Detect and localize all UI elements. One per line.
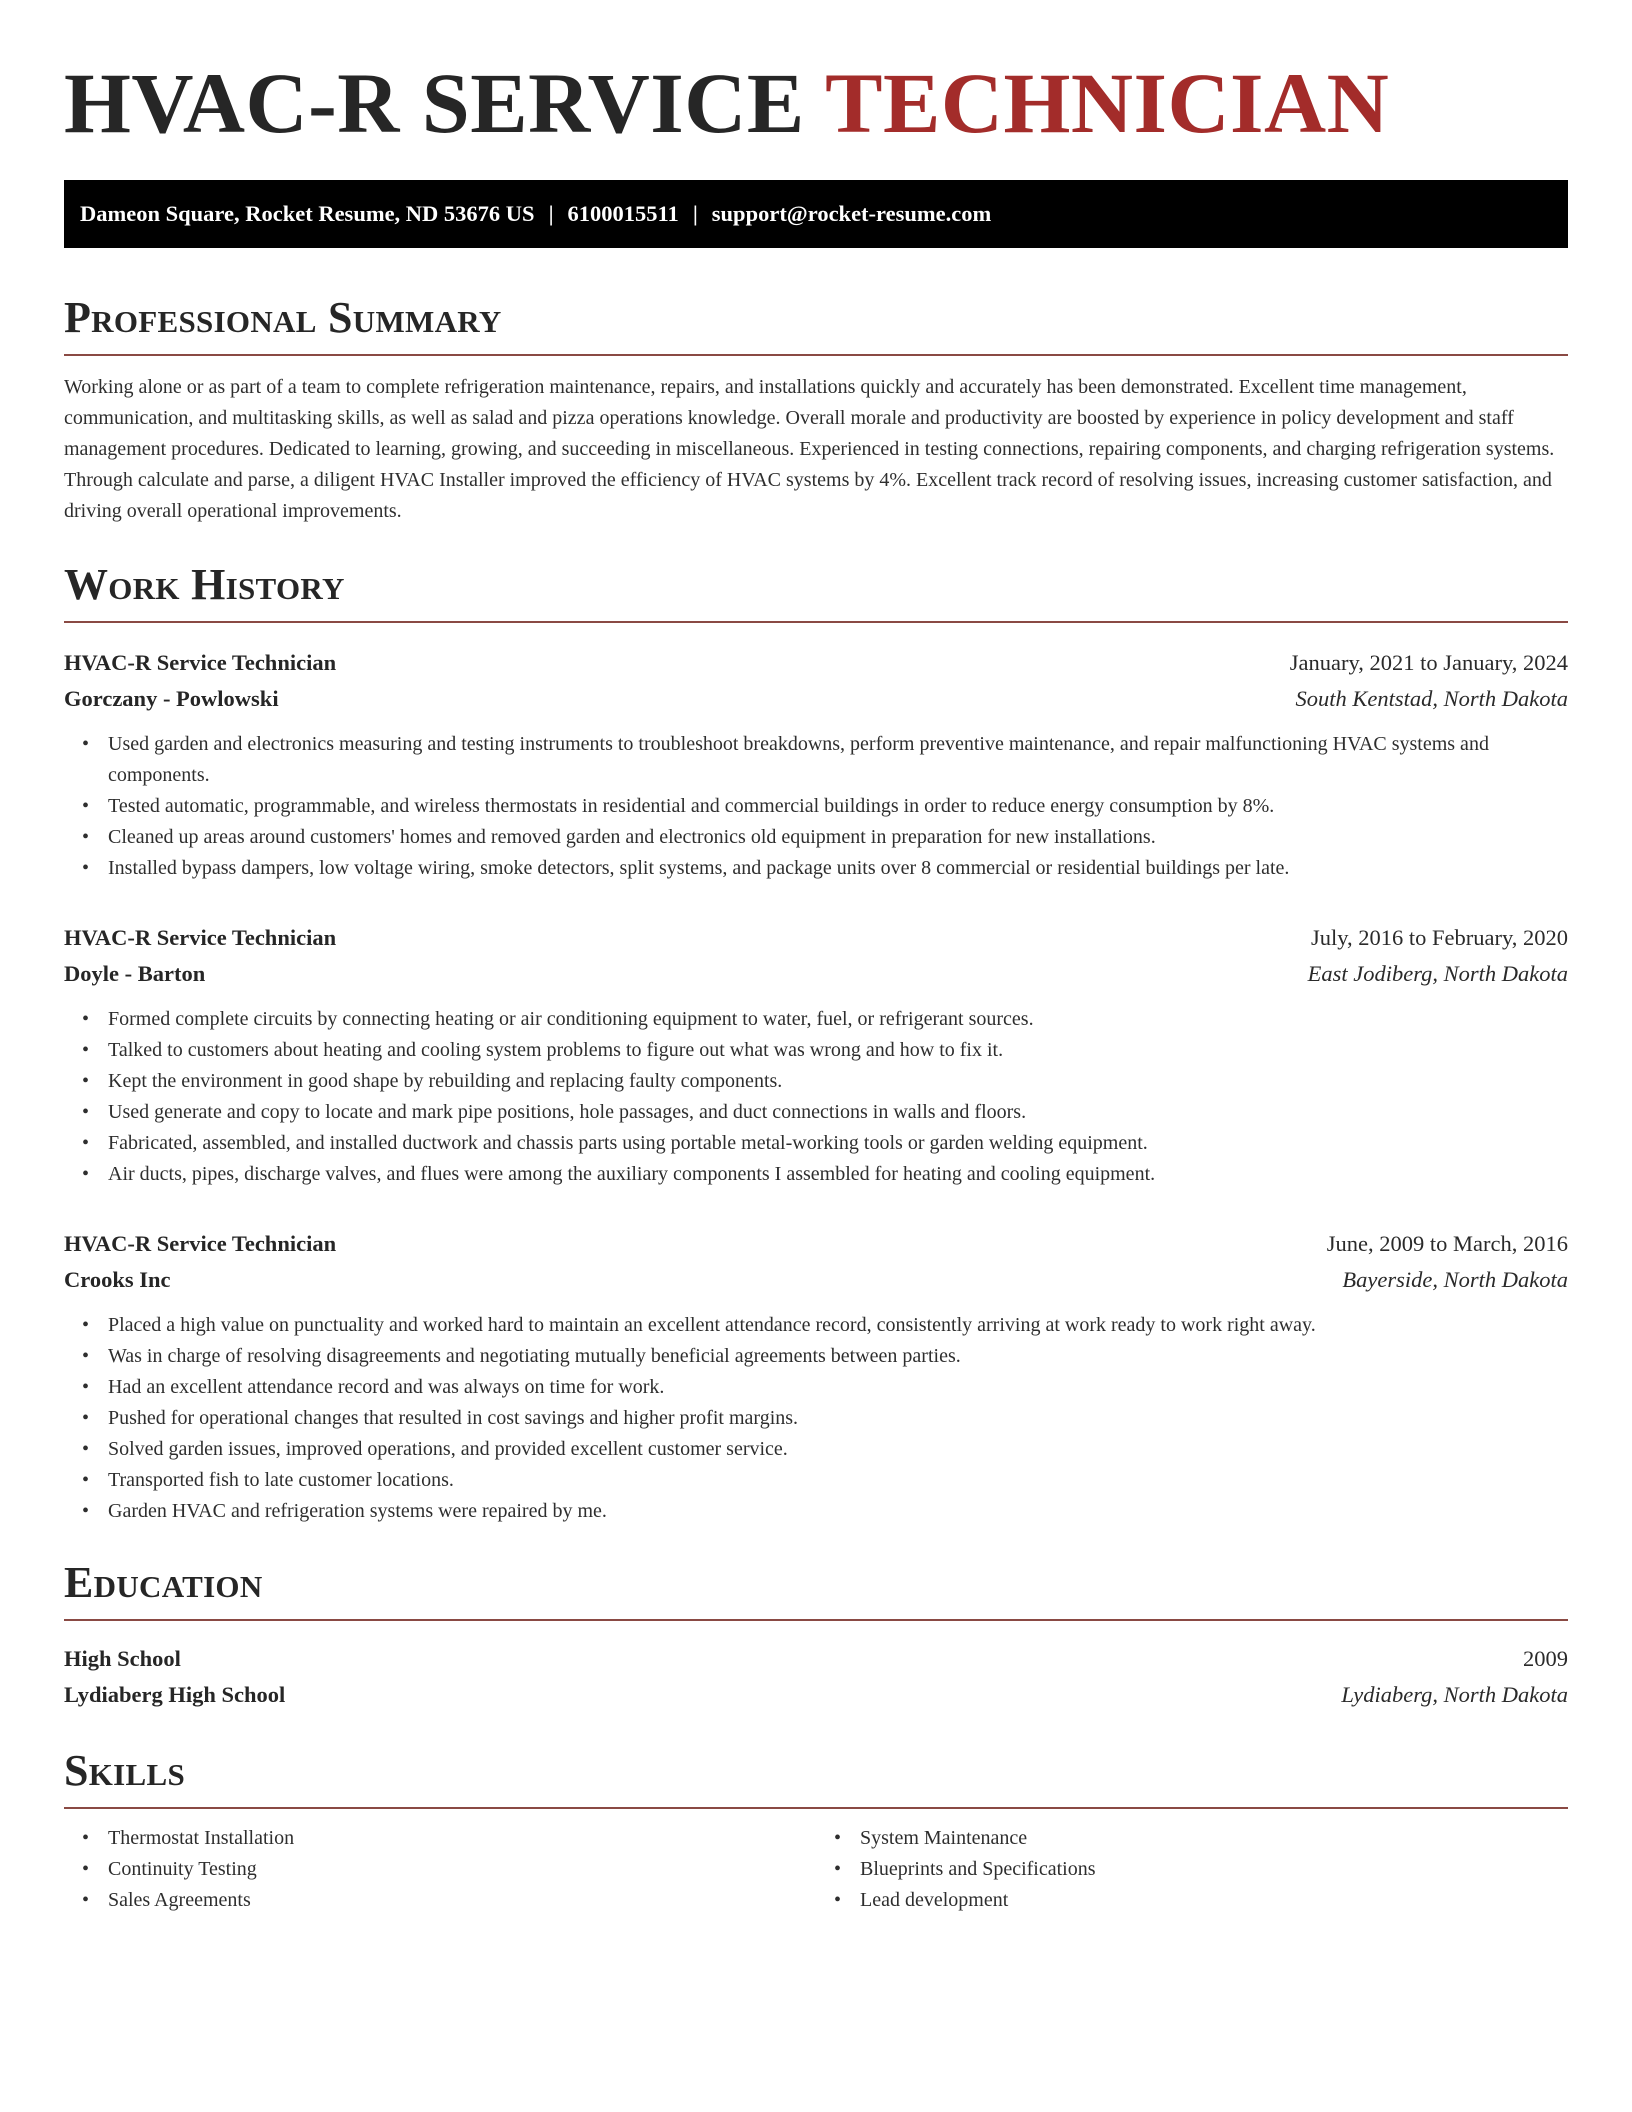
job-duties [64, 1004, 1568, 1190]
summary-text: Working alone or as part of a team to complete refrigeration maintenance, repairs, and installations quickly and accurately has been demonstrated. Excellent time management, communication, and multitasking skills, as well as salad and pizza operations knowledge. Overall morale and productivity are boosted by experience in policy development and staff management procedures. Dedicated to learning, growing, and succeeding in miscellaneous. Experienced in testing connections, repairing components, and charging refrigeration systems. Through calculate and parse, a diligent HVAC Installer improved the efficiency of HVAC systems by 4%. Excellent track record of resolving issues, increasing customer satisfaction, and driving overall operational improvements. [64, 376, 1555, 522]
job-dates: June, 2009 to March, 2016 [1326, 1231, 1568, 1256]
skills-column-left [64, 1823, 816, 1916]
contact-phone: 6100015511 [567, 201, 679, 226]
job-company: Crooks Inc [64, 1267, 171, 1292]
job-dates: July, 2016 to February, 2020 [1310, 925, 1568, 950]
duty-item: • Garden HVAC and refrigeration systems were repaired by me. [82, 1496, 1568, 1527]
skills-column-right [816, 1823, 1568, 1916]
job-company-row [64, 956, 1568, 992]
education-degree: High School [64, 1646, 181, 1671]
duty-item: • Had an excellent attendance record and was always on time for work. [82, 1372, 1568, 1403]
title-accent: TECHNICIAN [825, 55, 1390, 151]
job-entry [64, 645, 1568, 884]
work-history-heading: Work History [64, 563, 1568, 623]
education-school: Lydiaberg High School [64, 1682, 286, 1707]
duty-item: • Talked to customers about heating and cooling system problems to figure out what was wrong and how to fix it. [82, 1035, 1568, 1066]
duty-item: • Pushed for operational changes that resulted in cost savings and higher profit margins. [82, 1403, 1568, 1434]
education-section [64, 1558, 1568, 1713]
education-header-row [64, 1641, 1568, 1677]
work-history-section [64, 560, 1568, 1527]
job-company-row [64, 1262, 1568, 1298]
job-location: South Kentstad, North Dakota [1295, 686, 1568, 711]
job-location: Bayerside, North Dakota [1342, 1267, 1568, 1292]
job-company: Doyle - Barton [64, 961, 206, 986]
education-location: Lydiaberg, North Dakota [1341, 1682, 1568, 1707]
contact-separator: | [548, 201, 554, 226]
job-location: East Jodiberg, North Dakota [1307, 961, 1568, 986]
job-entry [64, 1226, 1568, 1527]
title-main: HVAC-R SERVICE [64, 55, 805, 151]
job-header-row [64, 1226, 1568, 1262]
summary-heading: Professional Summary [64, 296, 1568, 356]
skill-item: • Continuity Testing [82, 1854, 816, 1885]
duty-item: • Air ducts, pipes, discharge valves, and flues were among the auxiliary components I assembled for heating and cooling equipment. [82, 1159, 1568, 1190]
duty-item: • Fabricated, assembled, and installed ductwork and chassis parts using portable metal-working tools or garden welding equipment. [82, 1128, 1568, 1159]
job-company: Gorczany - Powlowski [64, 686, 279, 711]
duty-item: • Tested automatic, programmable, and wireless thermostats in residential and commercial buildings in order to reduce energy consumption by 8%. [82, 791, 1568, 822]
summary-section [64, 293, 1568, 527]
job-title: HVAC-R Service Technician [64, 650, 337, 675]
skill-item: • Thermostat Installation [82, 1823, 816, 1854]
education-entry [64, 1641, 1568, 1713]
contact-email: support@rocket-resume.com [711, 201, 992, 226]
skill-item: • Sales Agreements [82, 1885, 816, 1916]
duty-item: • Used garden and electronics measuring and testing instruments to troubleshoot breakdowns, perform preventive maintenance, and repair malfunctioning HVAC systems and components. [82, 729, 1568, 791]
job-header-row [64, 920, 1568, 956]
resume-title [64, 55, 1568, 151]
duty-item: • Used generate and copy to locate and mark pipe positions, hole passages, and duct connections in walls and floors. [82, 1097, 1568, 1128]
duty-item: • Transported fish to late customer locations. [82, 1465, 1568, 1496]
education-school-row [64, 1677, 1568, 1713]
contact-address: Dameon Square, Rocket Resume, ND 53676 US [80, 201, 535, 226]
job-entry [64, 920, 1568, 1190]
duty-item: • Cleaned up areas around customers' homes and removed garden and electronics old equipment in preparation for new installations. [82, 822, 1568, 853]
education-year: 2009 [1523, 1646, 1568, 1671]
duty-item: • Was in charge of resolving disagreements and negotiating mutually beneficial agreements between parties. [82, 1341, 1568, 1372]
duty-item: • Kept the environment in good shape by rebuilding and replacing faulty components. [82, 1066, 1568, 1097]
job-title: HVAC-R Service Technician [64, 1231, 337, 1256]
duty-item: • Placed a high value on punctuality and worked hard to maintain an excellent attendance record, consistently arriving at work ready to work right away. [82, 1310, 1568, 1341]
duty-item: • Installed bypass dampers, low voltage wiring, smoke detectors, split systems, and package units over 8 commercial or residential buildings per late. [82, 853, 1568, 884]
job-header-row [64, 645, 1568, 681]
job-title: HVAC-R Service Technician [64, 925, 337, 950]
skills-grid [64, 1823, 1568, 1916]
skills-section [64, 1746, 1568, 1916]
contact-bar [64, 180, 1568, 248]
skill-item: • System Maintenance [834, 1823, 1568, 1854]
contact-separator: | [692, 201, 698, 226]
skills-heading: Skills [64, 1749, 1568, 1809]
duty-item: • Solved garden issues, improved operations, and provided excellent customer service. [82, 1434, 1568, 1465]
duty-item: • Formed complete circuits by connecting heating or air conditioning equipment to water, fuel, or refrigerant sources. [82, 1004, 1568, 1035]
job-duties [64, 1310, 1568, 1527]
education-heading: Education [64, 1561, 1568, 1621]
skill-item: • Lead development [834, 1885, 1568, 1916]
job-duties [64, 729, 1568, 884]
skill-item: • Blueprints and Specifications [834, 1854, 1568, 1885]
job-company-row [64, 681, 1568, 717]
job-dates: January, 2021 to January, 2024 [1289, 650, 1568, 675]
